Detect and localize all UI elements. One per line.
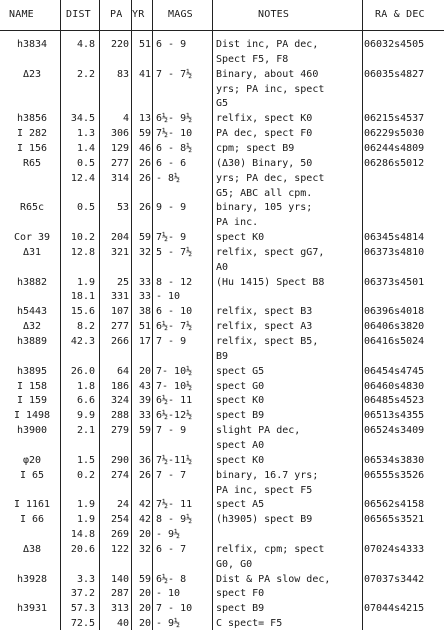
cell-pa: 290 [110, 454, 129, 466]
cell-notes: relfix, cpm; spect [216, 543, 325, 555]
cell-pa: 204 [110, 232, 129, 244]
cell-dist: 57.3 [70, 603, 95, 615]
cell-name: h3882 [16, 276, 48, 288]
cell-yr: 33 [138, 410, 151, 422]
cell-dist: 1.9 [76, 499, 95, 511]
cell-dist: 4.8 [76, 39, 95, 50]
cell-notes: Dist inc, PA dec, [216, 39, 319, 50]
cell-yr: 32 [138, 246, 151, 258]
cell-pa: 306 [110, 128, 129, 140]
cell-mags: 7 - 7½ [156, 68, 193, 80]
cell-pa: 331 [110, 291, 129, 303]
cell-mags: - 10 [156, 588, 181, 600]
cell-dist: 1.3 [76, 128, 95, 140]
cell-yr: 26 [138, 157, 151, 169]
cell-name: R65c [19, 202, 45, 214]
cell-notes: PA inc, spect F5 [216, 484, 313, 496]
cell-dist: 0.5 [76, 202, 95, 214]
cell-dist: 1.8 [76, 380, 95, 392]
cell-pa: 64 [116, 365, 129, 377]
cell-name: I 66 [19, 514, 45, 526]
cell-name: h3895 [16, 365, 48, 377]
cell-yr: 20 [138, 365, 151, 377]
cell-mags: 6 - 9 [156, 39, 187, 50]
cell-notes: spect A0 [216, 439, 265, 451]
cell-notes: spect F0 [216, 588, 265, 600]
header-notes: NOTES [258, 9, 290, 20]
cell-yr: 41 [138, 68, 151, 80]
cell-mags: 7 - 9 [156, 336, 187, 347]
cell-radec: 06286s5012 [364, 157, 425, 169]
column-rule-name [60, 0, 61, 630]
cell-radec: 06485s4523 [364, 395, 425, 407]
cell-dist: 2.2 [76, 68, 95, 80]
cell-radec: 06555s3526 [364, 469, 425, 481]
cell-notes: spect K0 [216, 454, 265, 466]
cell-name: I 282 [16, 128, 48, 140]
cell-pa: 220 [110, 39, 129, 50]
cell-mags: 7- 10½ [156, 380, 193, 392]
cell-mags: 6 - 8½ [156, 142, 193, 154]
cell-notes: slight PA dec, [216, 425, 301, 437]
cell-yr: 26 [138, 172, 151, 184]
cell-yr: 26 [138, 202, 151, 214]
cell-mags: 6 - 6 [156, 157, 187, 169]
cell-mags: 9 - 9 [156, 202, 187, 214]
cell-yr: 26 [138, 469, 151, 481]
cell-notes: spect B9 [216, 603, 265, 615]
cell-notes: Binary, about 460 [216, 68, 319, 80]
cell-mags: 7 - 9 [156, 425, 187, 437]
cell-name: Δ23 [22, 68, 42, 80]
cell-pa: 279 [110, 425, 129, 437]
cell-radec: 07044s4215 [364, 603, 425, 615]
header-dist: DIST [66, 9, 91, 20]
cell-yr: 33 [138, 276, 151, 288]
cell-notes: cpm; spect B9 [216, 142, 295, 154]
cell-mags: 6 - 7 [156, 543, 187, 555]
cell-notes: G5; ABC all cpm. [216, 187, 313, 199]
cell-dist: 10.2 [70, 232, 95, 244]
cell-dist: 12.4 [70, 172, 95, 184]
cell-name: Δ32 [22, 321, 42, 333]
cell-notes: PA dec, spect F0 [216, 128, 313, 140]
cell-name: h3931 [16, 603, 48, 615]
cell-notes: A0 [216, 261, 229, 273]
cell-mags: 8 - 9½ [156, 514, 193, 526]
cell-yr: 46 [138, 142, 151, 154]
cell-dist: 34.5 [70, 113, 95, 125]
cell-notes: G5 [216, 98, 229, 110]
cell-mags: 8 - 12 [156, 276, 193, 288]
cell-notes: yrs; PA inc, spect [216, 83, 325, 95]
cell-pa: 107 [110, 306, 129, 318]
cell-name: I 1498 [13, 410, 51, 422]
cell-yr: 13 [138, 113, 151, 125]
cell-yr: 59 [138, 128, 151, 140]
cell-pa: 186 [110, 380, 129, 392]
cell-radec: 06406s3820 [364, 321, 425, 333]
cell-pa: 269 [110, 529, 129, 541]
cell-radec: 06032s4505 [364, 39, 425, 50]
cell-dist: 8.2 [76, 321, 95, 333]
cell-name: Δ31 [22, 246, 42, 258]
cell-name: h3834 [16, 39, 48, 50]
cell-radec: 06244s4809 [364, 142, 425, 154]
cell-radec: 06229s5030 [364, 128, 425, 140]
cell-pa: 266 [110, 336, 129, 347]
cell-radec: 06373s4810 [364, 246, 425, 258]
cell-pa: 254 [110, 514, 129, 526]
cell-notes: relfix, spect B3 [216, 306, 313, 318]
cell-radec: 06396s4018 [364, 306, 425, 318]
cell-radec: 06454s4745 [364, 365, 425, 377]
cell-dist: 6.6 [76, 395, 95, 407]
cell-notes: Dist & PA slow dec, [216, 573, 331, 585]
cell-yr: 33 [138, 291, 151, 303]
header-mags: MAGS [168, 9, 193, 20]
cell-pa: 314 [110, 172, 129, 184]
column-rule-yr [152, 0, 153, 630]
cell-dist: 0.2 [76, 469, 95, 481]
cell-notes: yrs; PA dec, spect [216, 172, 325, 184]
cell-dist: 1.5 [76, 454, 95, 466]
cell-yr: 51 [138, 321, 151, 333]
cell-dist: 18.1 [70, 291, 95, 303]
cell-mags: 7- 10½ [156, 365, 193, 377]
cell-notes: spect G0 [216, 380, 265, 392]
cell-pa: 313 [110, 603, 129, 615]
cell-name: I 159 [16, 395, 48, 407]
header-rule [0, 30, 444, 31]
cell-mags: 7½- 11 [156, 499, 193, 511]
cell-notes: B9 [216, 350, 229, 362]
cell-radec: 06534s3830 [364, 454, 425, 466]
cell-yr: 36 [138, 454, 151, 466]
cell-name: I 158 [16, 380, 48, 392]
cell-pa: 24 [116, 499, 129, 511]
cell-pa: 25 [116, 276, 129, 288]
cell-pa: 40 [116, 618, 129, 630]
cell-pa: 83 [116, 68, 129, 80]
cell-yr: 20 [138, 603, 151, 615]
cell-pa: 140 [110, 573, 129, 585]
cell-notes: (Δ30) Binary, 50 [216, 157, 313, 169]
cell-mags: - 9½ [156, 529, 181, 541]
cell-pa: 287 [110, 588, 129, 600]
cell-notes: binary, 16.7 yrs; [216, 469, 319, 481]
cell-name: h5443 [16, 306, 48, 318]
cell-pa: 122 [110, 543, 129, 555]
cell-radec: 06373s4501 [364, 276, 425, 288]
cell-yr: 51 [138, 39, 151, 50]
cell-name: h3928 [16, 573, 48, 585]
cell-dist: 1.4 [76, 142, 95, 154]
cell-notes: binary, 105 yrs; [216, 202, 313, 214]
cell-radec: 06524s3409 [364, 425, 425, 437]
cell-radec: 07024s4333 [364, 543, 425, 555]
cell-notes: (h3905) spect B9 [216, 514, 313, 526]
header-ra-dec: RA & DEC [375, 9, 425, 20]
cell-radec: 06035s4827 [364, 68, 425, 80]
cell-pa: 321 [110, 246, 129, 258]
cell-notes: (Hu 1415) Spect B8 [216, 276, 325, 288]
cell-dist: 72.5 [70, 618, 95, 630]
cell-mags: 7½-11½ [156, 454, 193, 466]
cell-pa: 129 [110, 142, 129, 154]
cell-notes: G0, G0 [216, 558, 253, 570]
cell-dist: 2.1 [76, 425, 95, 437]
cell-mags: 6½-12½ [156, 410, 193, 422]
cell-mags: 7 - 10 [156, 603, 193, 615]
cell-yr: 42 [138, 514, 151, 526]
cell-yr: 32 [138, 543, 151, 555]
cell-mags: 6 - 10 [156, 306, 193, 318]
cell-yr: 42 [138, 499, 151, 511]
cell-dist: 15.6 [70, 306, 95, 318]
cell-yr: 20 [138, 618, 151, 630]
cell-dist: 0.5 [76, 157, 95, 169]
cell-dist: 9.9 [76, 410, 95, 422]
cell-radec: 06345s4814 [364, 232, 425, 244]
cell-dist: 20.6 [70, 543, 95, 555]
cell-dist: 14.8 [70, 529, 95, 541]
cell-yr: 59 [138, 425, 151, 437]
cell-dist: 12.8 [70, 246, 95, 258]
cell-mags: 6½- 7½ [156, 321, 193, 333]
cell-notes: spect K0 [216, 395, 265, 407]
cell-yr: 20 [138, 588, 151, 600]
cell-pa: 288 [110, 410, 129, 422]
cell-radec: 06513s4355 [364, 410, 425, 422]
cell-mags: 6½- 8 [156, 573, 187, 585]
cell-name: Cor 39 [13, 232, 51, 244]
cell-notes: spect B9 [216, 410, 265, 422]
cell-yr: 39 [138, 395, 151, 407]
cell-radec: 06215s4537 [364, 113, 425, 125]
cell-yr: 17 [138, 336, 151, 347]
cell-pa: 4 [122, 113, 129, 125]
cell-mags: - 9½ [156, 618, 181, 630]
cell-mags: 7 - 7 [156, 469, 187, 481]
cell-dist: 1.9 [76, 514, 95, 526]
cell-yr: 59 [138, 573, 151, 585]
cell-mags: - 8½ [156, 172, 181, 184]
header-yr: YR [132, 9, 145, 20]
cell-radec: 06460s4830 [364, 380, 425, 392]
cell-name: h3900 [16, 425, 48, 437]
cell-radec: 06562s4158 [364, 499, 425, 511]
cell-name: h3889 [16, 336, 48, 347]
cell-dist: 26.0 [70, 365, 95, 377]
cell-yr: 38 [138, 306, 151, 318]
cell-mags: 5 - 7½ [156, 246, 193, 258]
cell-yr: 43 [138, 380, 151, 392]
cell-mags: 6½- 9½ [156, 113, 193, 125]
cell-name: Δ38 [22, 543, 42, 555]
cell-notes: PA inc. [216, 217, 259, 229]
cell-radec: 06565s3521 [364, 514, 425, 526]
cell-name: I 156 [16, 142, 48, 154]
cell-pa: 274 [110, 469, 129, 481]
cell-radec: 07037s3442 [364, 573, 425, 585]
cell-dist: 37.2 [70, 588, 95, 600]
cell-dist: 1.9 [76, 276, 95, 288]
cell-notes: spect G5 [216, 365, 265, 377]
cell-dist: 42.3 [70, 336, 95, 347]
cell-mags: 7½- 9 [156, 232, 187, 244]
cell-notes: relfix, spect K0 [216, 113, 313, 125]
cell-yr: 59 [138, 232, 151, 244]
cell-notes: relfix, spect B5, [216, 336, 319, 347]
cell-name: h3856 [16, 113, 48, 125]
cell-name: R65 [22, 157, 42, 169]
cell-radec: 06416s5024 [364, 336, 425, 347]
cell-yr: 20 [138, 529, 151, 541]
cell-pa: 53 [116, 202, 129, 214]
header-pa: PA [110, 9, 123, 20]
header-name: NAME [9, 9, 34, 20]
cell-notes: relfix, spect gG7, [216, 246, 325, 258]
cell-name: φ20 [22, 454, 42, 466]
cell-dist: 3.3 [76, 573, 95, 585]
column-rule-notes [362, 0, 363, 630]
cell-notes: C spect= F5 [216, 618, 283, 630]
cell-mags: 7½- 10 [156, 128, 193, 140]
cell-name: I 65 [19, 469, 45, 481]
cell-notes: spect A5 [216, 499, 265, 511]
cell-notes: Spect F5, F8 [216, 53, 289, 65]
cell-notes: spect K0 [216, 232, 265, 244]
cell-mags: 6½- 11 [156, 395, 193, 407]
column-rule-mags [212, 0, 213, 630]
cell-mags: - 10 [156, 291, 181, 303]
cell-pa: 277 [110, 157, 129, 169]
cell-pa: 324 [110, 395, 129, 407]
cell-pa: 277 [110, 321, 129, 333]
cell-name: I 1161 [13, 499, 51, 511]
cell-notes: relfix, spect A3 [216, 321, 313, 333]
